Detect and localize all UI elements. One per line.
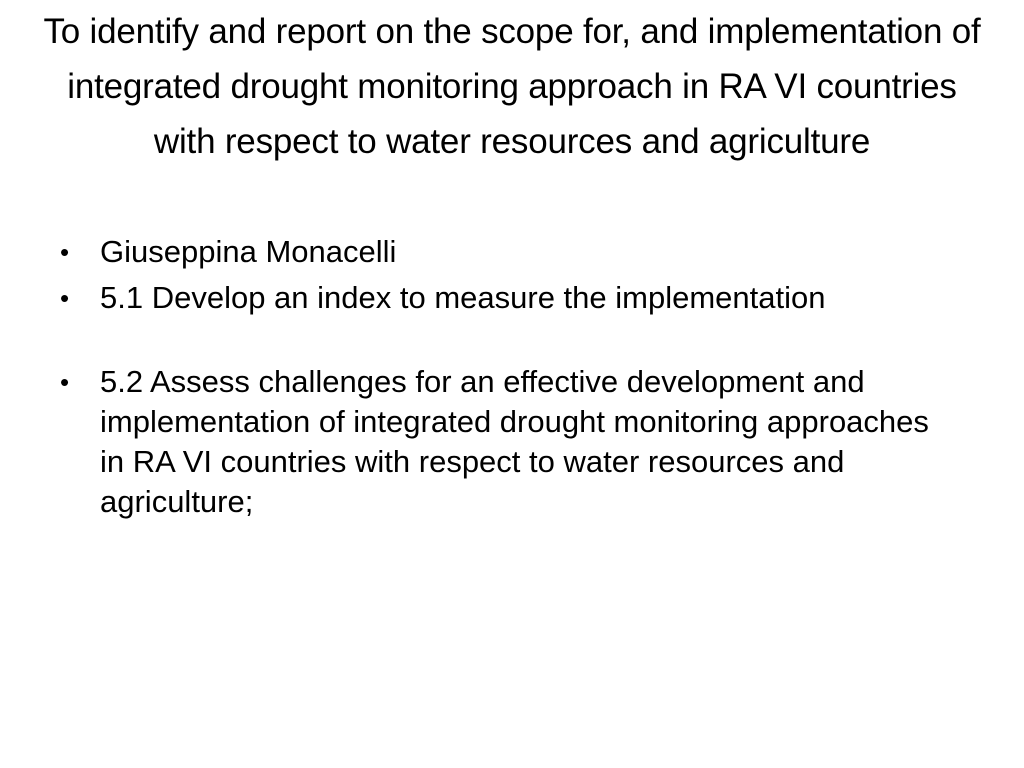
bullet-item-author: [60, 232, 960, 272]
bullet-text: Giuseppina Monacelli: [100, 234, 397, 269]
slide-title: To identify and report on the scope for, and implementation of integrated drought monitoring approach in RA VI countries with respect to water resources and agriculture: [43, 12, 981, 161]
bullet-icon: •: [60, 237, 70, 267]
bullet-icon: •: [60, 283, 70, 313]
bullet-item-5-2: [60, 362, 960, 522]
bullet-item-5-1: [60, 278, 960, 318]
bullet-icon: •: [60, 367, 70, 397]
bullet-text: 5.2 Assess challenges for an effective development and implementation of integrated drought monitoring approaches in RA VI countries with respect to water resources and agriculture;: [100, 364, 929, 519]
bullet-list: [60, 232, 960, 528]
bullet-text: 5.1 Develop an index to measure the implementation: [100, 280, 826, 315]
